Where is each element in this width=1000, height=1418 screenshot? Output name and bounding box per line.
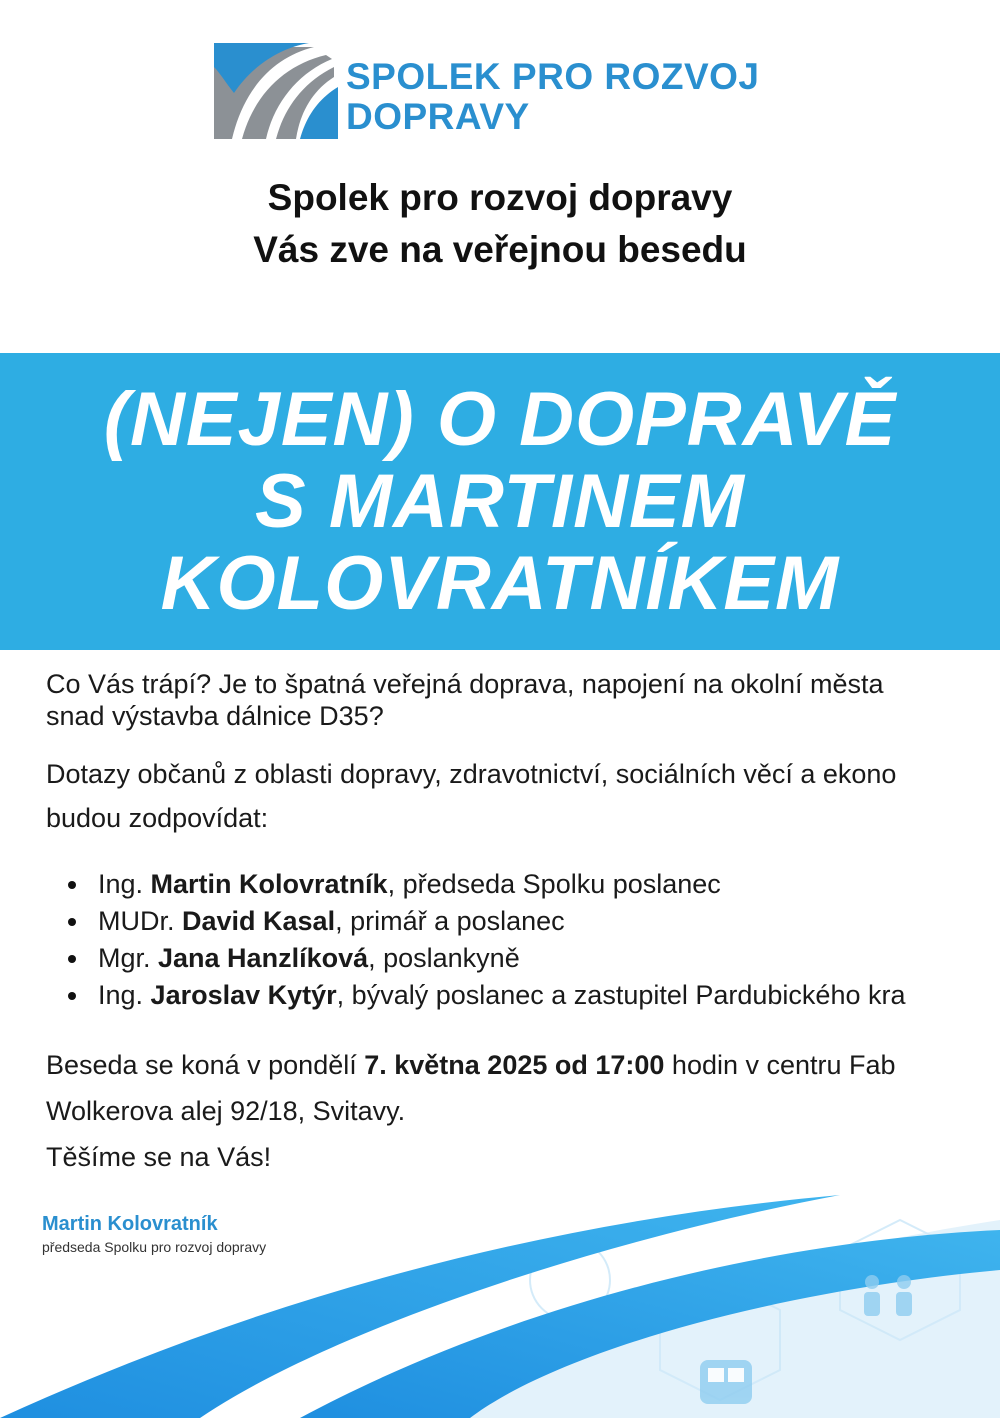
logo-line-2: DOPRAVY — [346, 96, 530, 137]
event-date: 7. května 2025 od 17:00 — [364, 1050, 665, 1080]
intro-heading — [0, 172, 1000, 276]
topics-line-2: budou zodpovídat: — [46, 803, 269, 833]
invitation-body — [46, 668, 1000, 1180]
speaker-title: Mgr. — [98, 943, 159, 973]
speaker-title: Ing. — [98, 869, 151, 899]
speaker-name: David Kasal — [182, 906, 336, 936]
question-line-1: Co Vás trápí? Je to špatná veřejná doprava, napojení na okolní města — [46, 669, 884, 699]
speaker-name: Jana Hanzlíková — [158, 943, 369, 973]
speaker-role: , předseda Spolku poslanec — [387, 869, 721, 899]
road-logo-icon — [214, 43, 339, 139]
speaker-role: , bývalý poslanec a zastupitel Pardubického kra — [336, 980, 906, 1010]
speaker-title: MUDr. — [98, 906, 182, 936]
intro-line-1: Spolek pro rozvoj dopravy — [267, 177, 733, 218]
logo-wordmark — [346, 57, 760, 137]
signature-role: předseda Spolku pro rozvoj dopravy — [42, 1239, 267, 1255]
closing-line: Těšíme se na Vás! — [46, 1142, 272, 1172]
bullet-icon — [68, 918, 76, 926]
topics-line-1: Dotazy občanů z oblasti dopravy, zdravotnictví, sociálních věcí a ekono — [46, 759, 897, 789]
speaker-name: Jaroslav Kytýr — [150, 980, 337, 1010]
title-banner — [0, 353, 1000, 650]
logo-line-1: SPOLEK PRO ROZVOJ — [346, 56, 760, 97]
title-line-2: S MARTINEM — [255, 459, 745, 544]
speaker-role: , primář a poslanec — [335, 906, 565, 936]
list-item — [46, 977, 1000, 1014]
logo — [214, 43, 774, 139]
intro-line-2: Vás zve na veřejnou besedu — [253, 229, 747, 270]
event-details-line-1: Beseda se koná v pondělí 7. května 2025 od 17:00 hodin v centru Fab — [46, 1050, 896, 1080]
event-title — [0, 379, 1000, 625]
speaker-name: Martin Kolovratník — [150, 869, 388, 899]
signature — [42, 1211, 266, 1257]
event-address: Wolkerova alej 92/18, Svitavy. — [46, 1096, 406, 1126]
bullet-icon — [68, 992, 76, 1000]
list-item — [46, 866, 1000, 903]
signature-name: Martin Kolovratník — [42, 1213, 218, 1235]
list-item — [46, 940, 1000, 977]
speaker-role: , poslankyně — [368, 943, 520, 973]
title-line-3: KOLOVRATNÍKEM — [160, 541, 840, 626]
speaker-title: Ing. — [98, 980, 151, 1010]
title-line-1: (NEJEN) O DOPRAVĚ — [103, 377, 897, 462]
bullet-icon — [68, 881, 76, 889]
bullet-icon — [68, 955, 76, 963]
speaker-list — [46, 866, 1000, 1014]
question-line-2: snad výstavba dálnice D35? — [46, 701, 384, 731]
bus-icon — [700, 1360, 752, 1404]
list-item — [46, 903, 1000, 940]
